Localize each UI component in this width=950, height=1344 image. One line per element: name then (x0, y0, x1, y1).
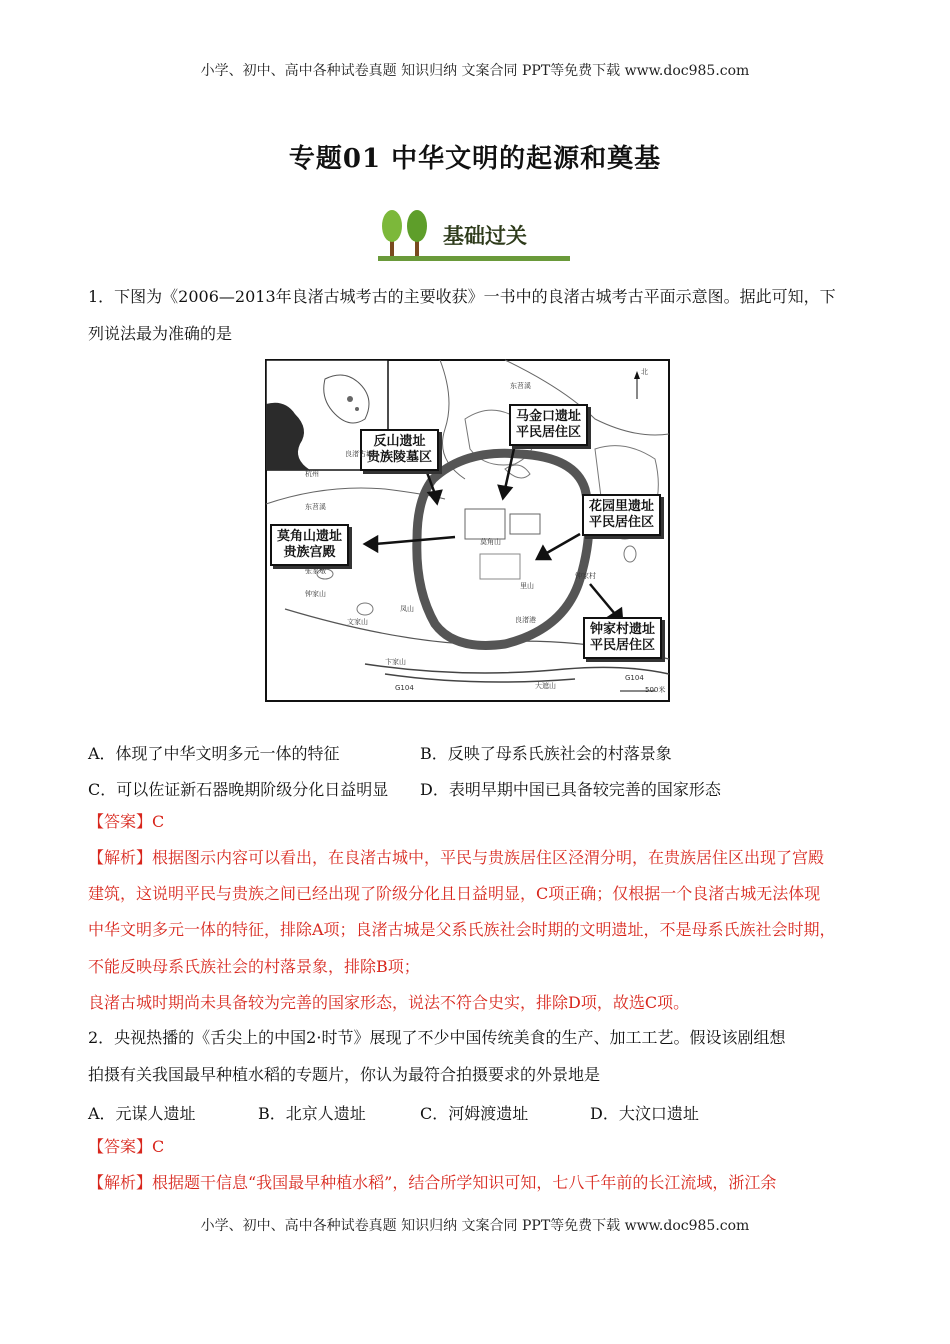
map-bianshan-label: 卞家山 (385, 658, 406, 666)
section-badge (378, 206, 570, 264)
q1-stem-line1: 1．下图为《2006—2013年良渚古城考古的主要收获》一书中的良渚古城考古平面示意图。据此可知，下 (88, 287, 836, 306)
map-zhongjiacun-small: 钟家村 (575, 572, 596, 580)
liangzhu-map (265, 359, 670, 702)
map-g104-label-1: G104 (395, 684, 414, 692)
map-north-label: 北 (641, 368, 648, 376)
map-zhangjiashan-label: 张家墩 (305, 567, 326, 575)
map-liangzhu-label: 良渚古城 (345, 450, 373, 458)
q2-option-c: C．河姆渡遗址 (420, 1104, 529, 1123)
map-lihanshan-label: 里山 (520, 582, 534, 590)
map-river-label-2: 东苕溪 (305, 503, 326, 511)
label-huayuanli: 花园里遗址 平民居住区 (582, 494, 661, 536)
map-dazheshan-label: 大遮山 (535, 682, 556, 690)
q2-option-b: B．北京人遗址 (258, 1104, 366, 1123)
q2-analysis-line1: 【解析】根据题干信息“我国最早种植水稻”，结合所学知识可知，七八千年前的长江流域，浙江余 (88, 1173, 777, 1192)
q2-stem-line2: 拍摄有关我国最早种植水稻的专题片，你认为最符合拍摄要求的外景地是 (88, 1065, 601, 1084)
q1-analysis-line3: 中华文明多元一体的特征，排除A项；良渚古城是父系氏族社会时期的文明遗址，不是母系氏族社会时期， (88, 920, 836, 939)
label-fanshan: 反山遗址 贵族陵墓区 (360, 429, 439, 471)
q1-option-c: C．可以佐证新石器晚期阶级分化日益明显 (88, 780, 389, 799)
map-g104-label-2: G104 (625, 674, 644, 682)
page-footer: 小学、初中、高中各种试卷真题 知识归纳 文案合同 PPT等免费下载 www.doc985.com (200, 1218, 750, 1234)
page-title: 专题01 中华文明的起源和奠基 (288, 144, 662, 174)
page-header: 小学、初中、高中各种试卷真题 知识归纳 文案合同 PPT等免费下载 www.doc985.com (200, 63, 750, 79)
q1-answer: 【答案】C (88, 812, 165, 831)
q2-option-a: A．元谋人遗址 (88, 1104, 196, 1123)
map-zhongjiashan-label: 钟家山 (305, 590, 326, 598)
q2-stem-line1: 2．央视热播的《舌尖上的中国2·时节》展现了不少中国传统美食的生产、加工工艺。假设该剧组想 (88, 1028, 786, 1047)
label-zhongjiacun: 钟家村遗址 平民居住区 (583, 617, 662, 659)
q1-option-d: D．表明早期中国已具备较完善的国家形态 (420, 780, 721, 799)
map-mojiaoshan-small: 莫角山 (480, 538, 501, 546)
q2-option-d: D．大汶口遗址 (590, 1104, 699, 1123)
q1-analysis-line2: 建筑，这说明平民与贵族之间已经出现了阶级分化且日益明显，C项正确；仅根据一个良渚古城无法体现 (88, 884, 821, 903)
map-fengshan-label: 凤山 (400, 605, 414, 613)
q1-option-a: A．体现了中华文明多元一体的特征 (88, 744, 340, 763)
map-river-label-1: 东苕溪 (510, 382, 531, 390)
map-wenjiashan-label: 文家山 (347, 618, 368, 626)
q1-option-b: B．反映了母系氏族社会的村落景象 (420, 744, 672, 763)
q1-analysis-line4: 不能反映母系氏族社会的村落景象，排除B项； (88, 957, 420, 976)
q2-answer: 【答案】C (88, 1137, 165, 1156)
section-badge-text: 基础过关 (443, 224, 527, 248)
label-mojiaoshan: 莫角山遗址 贵族宫殿 (270, 524, 349, 566)
q1-analysis-line5: 良渚古城时期尚未具备较为完善的国家形态，说法不符合史实，排除D项，故选C项。 (88, 993, 690, 1012)
map-hangzhou-label: 杭州 (305, 470, 319, 478)
q1-analysis-line1: 【解析】根据图示内容可以看出，在良渚古城中，平民与贵族居住区泾渭分明，在贵族居住区出现了宫殿 (88, 848, 825, 867)
map-scale-label: 500米 (645, 686, 666, 694)
map-liangzhugang-label: 良渚港 (515, 616, 536, 624)
q1-stem-line2: 列说法最为准确的是 (88, 324, 233, 343)
label-majinkou: 马金口遗址 平民居住区 (509, 404, 588, 446)
